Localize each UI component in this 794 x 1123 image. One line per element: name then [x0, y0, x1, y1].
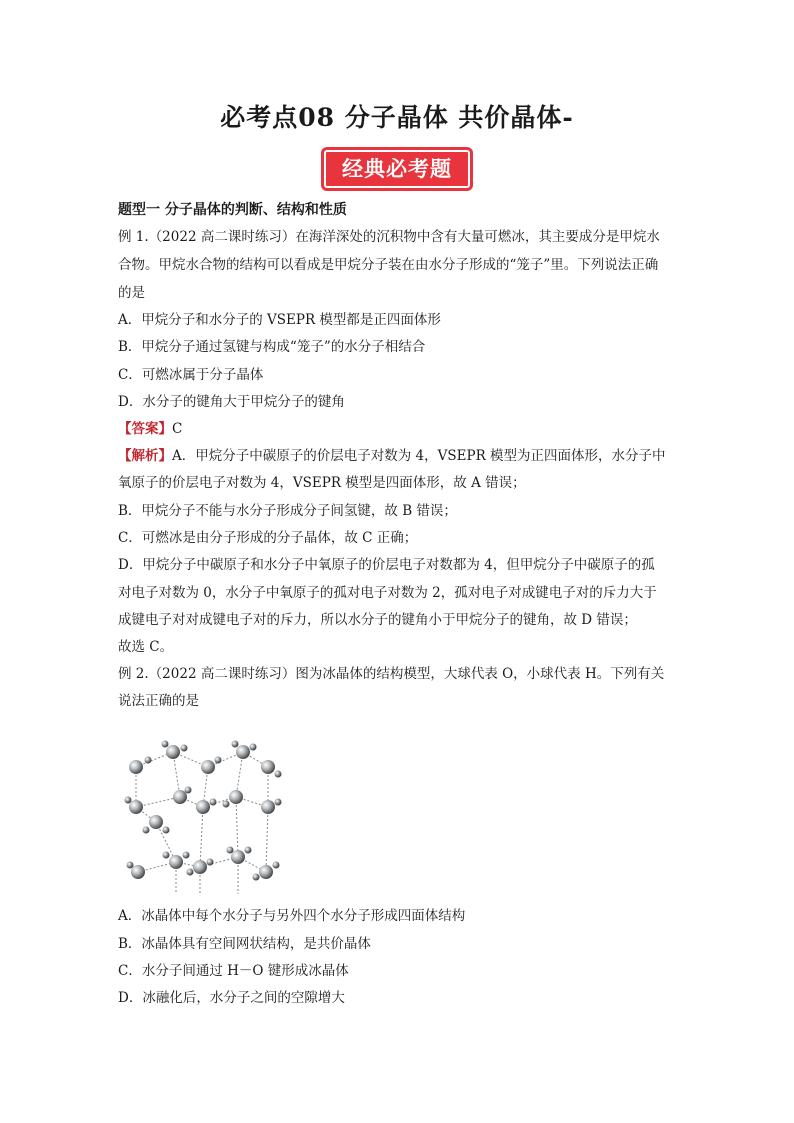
- ice-crystal-model-image: [118, 722, 288, 897]
- section-title: 题型一 分子晶体的判断、结构和性质: [118, 202, 347, 218]
- answer-value: C: [172, 421, 183, 437]
- classic-badge: [324, 150, 470, 188]
- q1-option-b: B．甲烷分子通过氢键与构成“笼子”的水分子相结合: [118, 339, 426, 355]
- q2-option-a: A．冰晶体中每个水分子与另外四个水分子形成四面体结构: [118, 908, 466, 924]
- analysis-text: A．甲烷分子中碳原子的价层电子对数为 4，VSEPR 模型为正四面体形，水分子中: [172, 448, 666, 464]
- q1-analysis-line: B．甲烷分子不能与水分子形成分子间氢键，故 B 错误；: [118, 503, 457, 519]
- badge-label: 经典必考题: [342, 157, 452, 181]
- q1-analysis-line: 成键电子对对成键电子对的斥力，所以水分子的键角小于甲烷分子的键角，故 D 错误；: [118, 612, 637, 628]
- q1-stem-line: 例 1.（2022 高二课时练习）在海洋深处的沉积物中含有大量可燃冰，其主要成分是甲烷水: [118, 229, 660, 245]
- q1-analysis-line: [118, 447, 678, 465]
- q1-analysis-line: C．可燃冰是由分子形成的分子晶体，故 C 正确；: [118, 530, 418, 546]
- q2-option-d: D．冰融化后，水分子之间的空隙增大: [118, 990, 345, 1006]
- q1-option-d: D．水分子的键角大于甲烷分子的键角: [118, 394, 345, 410]
- q1-analysis-line: D．甲烷分子中碳原子和水分子中氧原子的价层电子对数都为 4，但甲烷分子中碳原子的孤: [118, 557, 655, 573]
- q2-stem-line: 说法正确的是: [118, 693, 199, 709]
- q1-analysis-line: 氧原子的价层电子对数为 4，VSEPR 模型是四面体形，故 A 错误；: [118, 475, 526, 491]
- answer-tag: 【答案】: [118, 421, 172, 437]
- page-title: 必考点08 分子晶体 共价晶体-: [220, 103, 574, 132]
- q2-option-b: B．冰晶体具有空间网状结构，是共价晶体: [118, 936, 371, 952]
- q1-option-a: A．甲烷分子和水分子的 VSEPR 模型都是正四面体形: [118, 312, 441, 328]
- q1-stem-line: 的是: [118, 285, 145, 301]
- analysis-tag: 【解析】: [118, 448, 172, 464]
- q2-option-c: C．水分子间通过 H－O 键形成冰晶体: [118, 963, 349, 979]
- q1-option-c: C．可燃冰属于分子晶体: [118, 367, 264, 383]
- q1-analysis-line: 对电子对数为 0，水分子中氧原子的孤对电子对数为 2，孤对电子对成键电子对的斥力大于: [118, 585, 657, 601]
- q1-analysis-line: 故选 C。: [118, 639, 174, 655]
- q1-answer: [118, 420, 678, 438]
- q2-stem-line: 例 2.（2022 高二课时练习）图为冰晶体的结构模型，大球代表 O，小球代表 H。下列有关: [118, 666, 665, 682]
- q1-stem-line: 合物。甲烷水合物的结构可以看成是甲烷分子装在由水分子形成的“笼子”里。下列说法正确: [118, 257, 659, 273]
